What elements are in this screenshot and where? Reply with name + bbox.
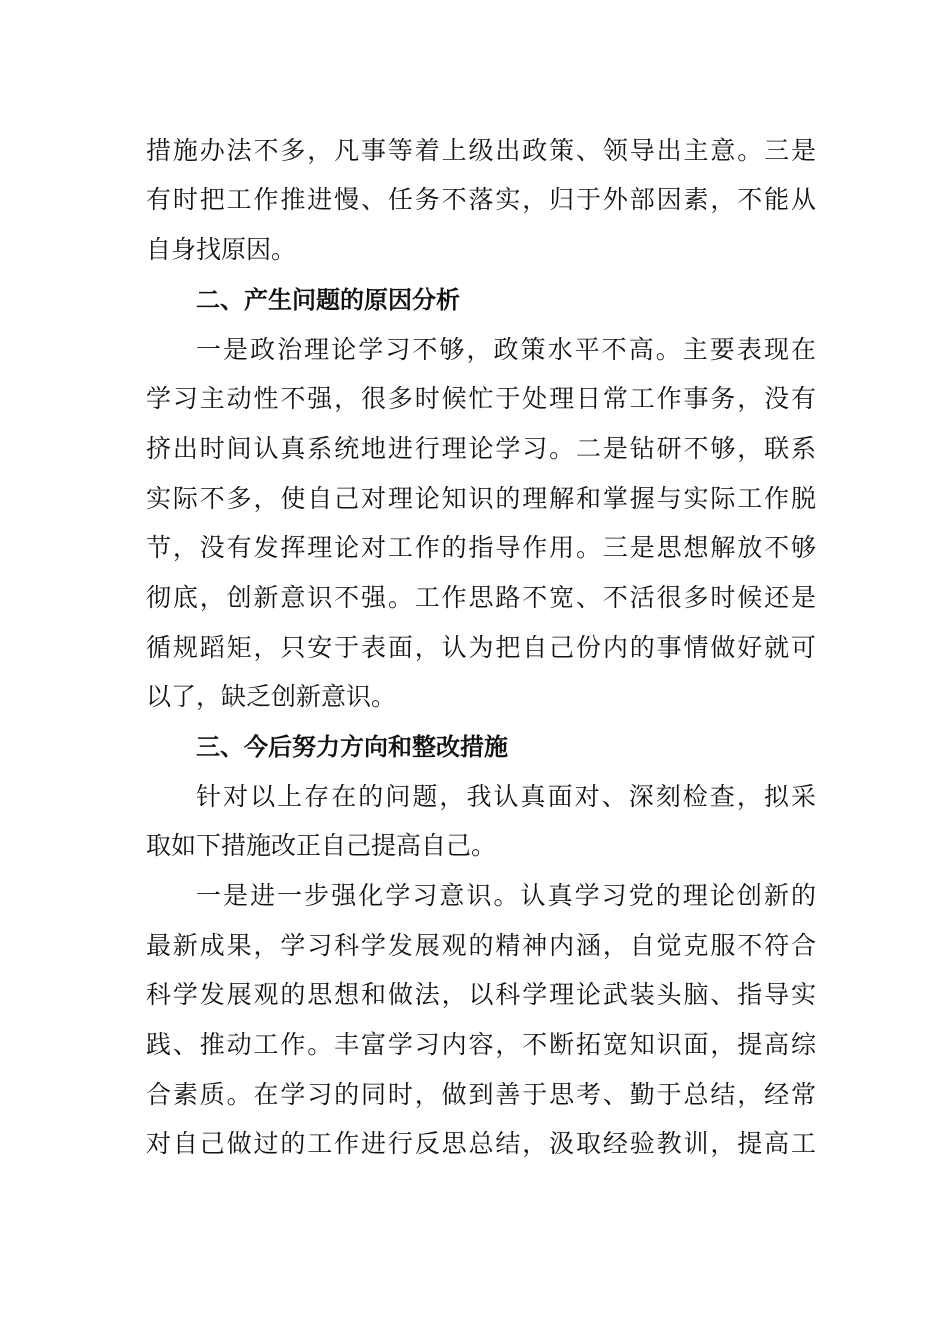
paragraph-line: 挤出时间认真系统地进行理论学习。二是钻研不够，联系 (146, 434, 816, 463)
paragraph-line: 彻底，创新意识不强。工作思路不宽、不活很多时候还是 (146, 583, 816, 612)
section-heading-2: 二、产生问题的原因分析 (196, 286, 460, 314)
paragraph-line: 一是政治理论学习不够，政策水平不高。主要表现在 (196, 335, 816, 364)
paragraph-line: 以了，缺乏创新意识。 (146, 682, 397, 711)
paragraph-line: 针对以上存在的问题，我认真面对、深刻检查，拟采 (196, 782, 816, 811)
section-heading-3: 三、今后努力方向和整改措施 (196, 733, 508, 761)
paragraph-line: 对自己做过的工作进行反思总结，汲取经验教训，提高工 (146, 1129, 816, 1158)
paragraph-line: 学习主动性不强，很多时候忙于处理日常工作事务，没有 (146, 384, 816, 413)
paragraph-line: 科学发展观的思想和做法，以科学理论武装头脑、指导实 (146, 980, 816, 1009)
paragraph-line: 循规蹈矩，只安于表面，认为把自己份内的事情做好就可 (146, 633, 816, 662)
paragraph-line: 最新成果，学习科学发展观的精神内涵，自觉克服不符合 (146, 931, 816, 960)
paragraph-line: 实际不多，使自己对理论知识的理解和掌握与实际工作脱 (146, 484, 816, 513)
paragraph-line: 践、推动工作。丰富学习内容，不断拓宽知识面，提高综 (146, 1030, 816, 1059)
paragraph-line: 有时把工作推进慢、任务不落实，归于外部因素，不能从 (146, 185, 816, 214)
paragraph-line: 措施办法不多，凡事等着上级出政策、领导出主意。三是 (146, 136, 816, 165)
paragraph-line: 节，没有发挥理论对工作的指导作用。三是思想解放不够 (146, 533, 816, 562)
paragraph-line: 一是进一步强化学习意识。认真学习党的理论创新的 (196, 881, 816, 910)
paragraph-line: 取如下措施改正自己提高自己。 (146, 831, 497, 860)
paragraph-line: 自身找原因。 (146, 235, 297, 264)
paragraph-line: 合素质。在学习的同时，做到善于思考、勤于总结，经常 (146, 1080, 816, 1109)
